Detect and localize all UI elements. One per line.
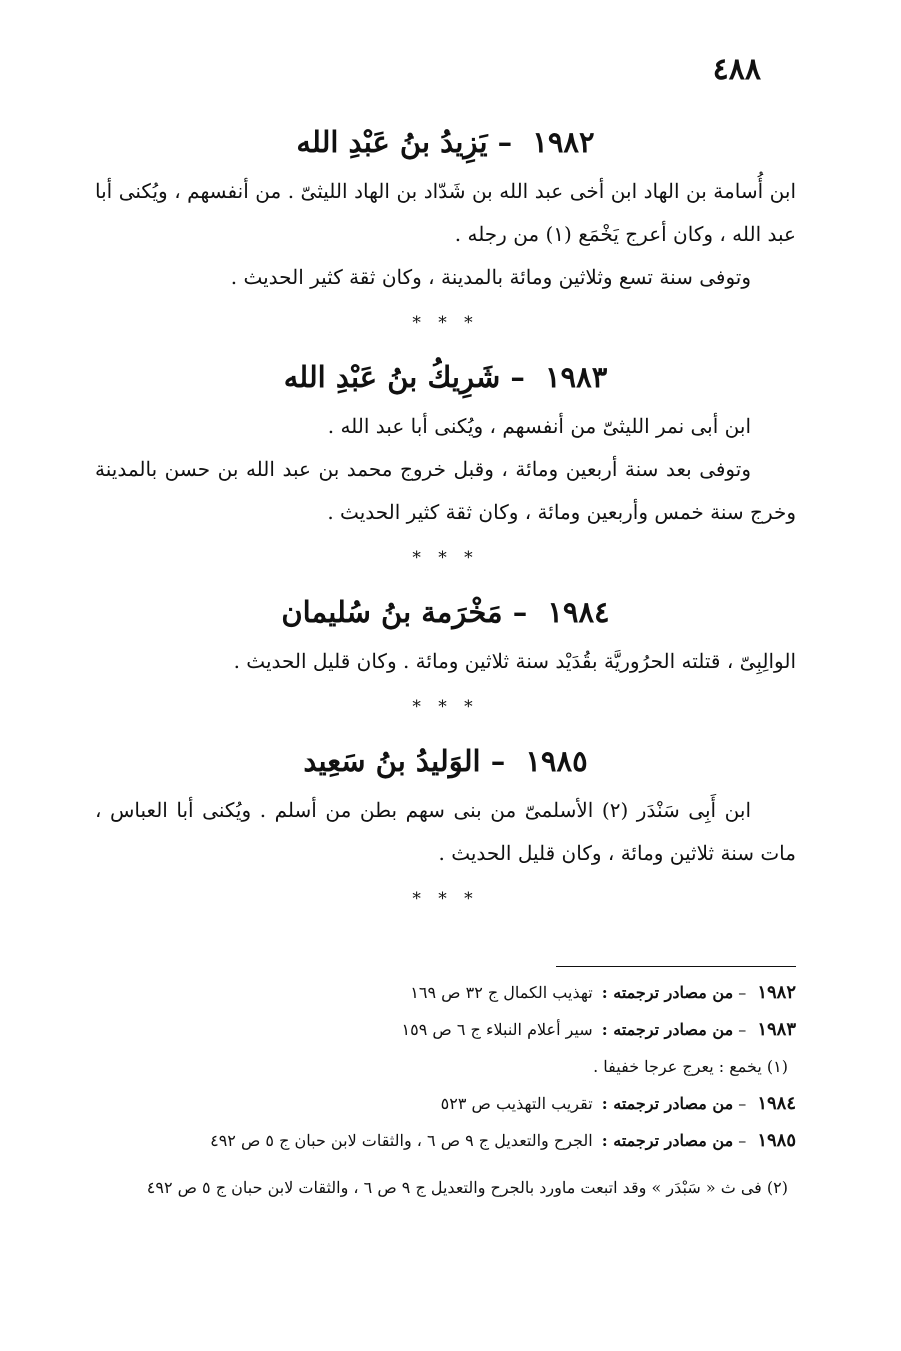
source-note-dash: – (738, 1020, 747, 1039)
page-number: ٤٨٨ (712, 52, 761, 87)
entry-dash: – (497, 125, 513, 159)
source-note-text: تهذيب الكمال ج ٣٢ ص ١٦٩ (410, 983, 593, 1002)
entry-title (95, 120, 796, 164)
entry-dash: – (512, 595, 528, 629)
source-note-1982 (95, 975, 796, 1010)
entry-name: مَخْرَمة بنُ سُليمان (281, 595, 503, 629)
entry-name: شَرِيكُ بنُ عَبْدِ الله (283, 360, 501, 394)
entry-paragraph: الوالِبِىّ ، قتلته الحرُوريَّة بقُدَيْد سنة ثلاثين ومائة . وكان قليل الحديث . (233, 649, 796, 673)
biography-entries (95, 120, 796, 931)
entry-1984 (95, 590, 796, 683)
source-note-text: الجرح والتعديل ج ٩ ص ٦ ، والثقات لابن حبان ج ٥ ص ٤٩٢ (210, 1131, 593, 1150)
entry-paragraph: ابن أُسامة بن الهاد ابن أخى عبد الله بن شَدّاد بن الهاد الليثىّ . من أنفسهم ، ويُكنى أبا عبد الله ، وكان أعرج يَخْمَع (١) من رجله . (95, 179, 796, 246)
entry-number: ١٩٨٣ (544, 360, 608, 394)
source-note-number: ١٩٨٣ (757, 1019, 796, 1040)
entry-dash: – (490, 744, 506, 778)
source-note-number: ١٩٨٢ (757, 982, 796, 1003)
source-note-label: من مصادر ترجمته : (601, 1094, 734, 1113)
entry-title (95, 355, 796, 399)
source-note-dash: – (738, 1094, 747, 1113)
entry-1982 (95, 120, 796, 299)
entry-dash: – (510, 360, 525, 394)
section-separator: * * * (412, 889, 479, 909)
section-separator: * * * (412, 548, 479, 568)
source-note-1984 (95, 1086, 796, 1121)
entry-number: ١٩٨٤ (547, 595, 610, 629)
section-separator: * * * (412, 697, 479, 717)
source-note-label: من مصادر ترجمته : (601, 983, 734, 1002)
source-note-text: سير أعلام النبلاء ج ٦ ص ١٥٩ (401, 1020, 593, 1039)
entry-name: يَزِيدُ بنُ عَبْدِ الله (296, 125, 488, 159)
source-note-1985 (95, 1123, 796, 1158)
footnotes (95, 975, 796, 1207)
entry-paragraph: ابن أبى نمر الليثىّ من أنفسهم ، ويُكنى أبا عبد الله . (327, 414, 751, 438)
source-note-dash: – (738, 1131, 747, 1150)
entry-1983 (95, 355, 796, 534)
entry-paragraph: ابن أَبِى سَنْدَر (٢) الأسلمىّ من بنى سهم بطن من أسلم . ويُكنى أبا العباس ، مات سنة ثلاثين ومائة ، وكان قليل الحديث . (95, 798, 796, 865)
footnote-rule (556, 966, 796, 967)
section-separator: * * * (412, 313, 479, 333)
entry-paragraph: وتوفى بعد سنة أربعين ومائة ، وقبل خروج محمد بن عبد الله بن حسن بالمدينة وخرج سنة خمس وأربعين ومائة ، وكان ثقة كثير الحديث . (95, 457, 796, 524)
entry-title (95, 590, 796, 634)
source-note-dash: – (738, 983, 747, 1002)
source-note-label: من مصادر ترجمته : (601, 1020, 734, 1039)
entry-paragraph: وتوفى سنة تسع وثلاثين ومائة بالمدينة ، وكان ثقة كثير الحديث . (230, 265, 751, 289)
footnote-1: (١) يخمع : يعرج عرجا خفيفا . (593, 1057, 788, 1076)
entry-number: ١٩٨٥ (525, 744, 588, 778)
source-note-number: ١٩٨٤ (757, 1093, 796, 1114)
footnote-2: (٢) فى ث « سَبْدَر » وقد اتبعت ماورد بالجرح والتعديل ج ٩ ص ٦ ، والثقات لابن حبان ج ٥ ص ٤٩٢ (146, 1178, 788, 1197)
source-note-label: من مصادر ترجمته : (601, 1131, 734, 1150)
entry-1985 (95, 739, 796, 875)
entry-number: ١٩٨٢ (532, 125, 595, 159)
source-note-number: ١٩٨٥ (757, 1130, 796, 1151)
source-note-text: تقريب التهذيب ص ٥٢٣ (440, 1094, 593, 1113)
source-note-1983 (95, 1012, 796, 1047)
entry-name: الوَليدُ بنُ سَعِيد (303, 744, 481, 778)
entry-title (95, 739, 796, 783)
